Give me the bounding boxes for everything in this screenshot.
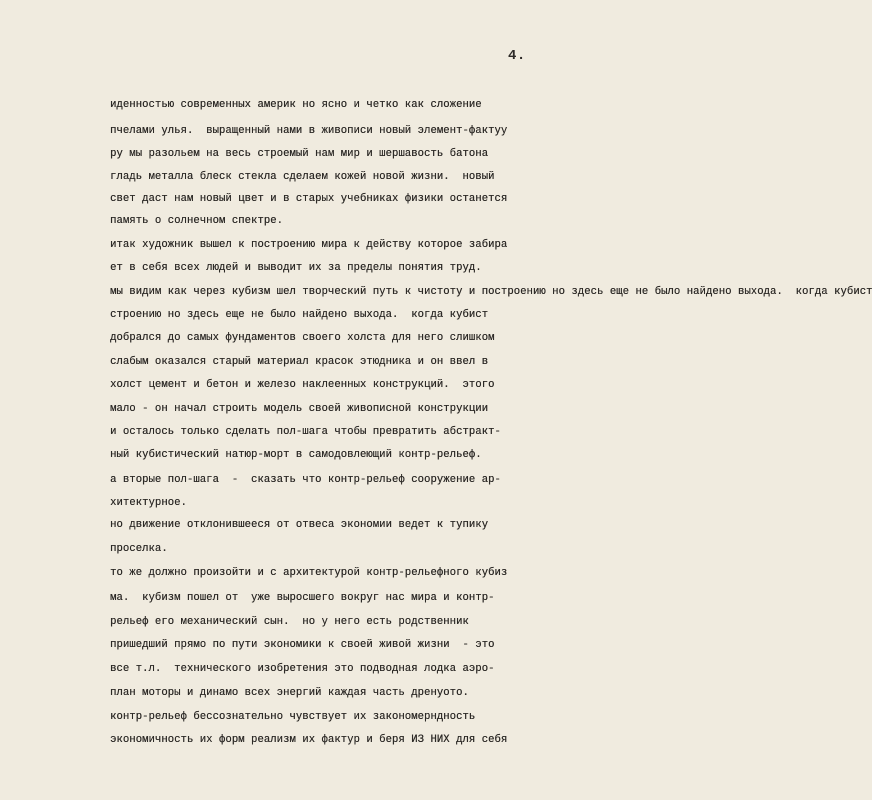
text-line-15: и осталось только сделать пол-шага чтобы превратить абстракт- <box>110 426 501 438</box>
text-line-21: то же должно произойти и с архитектурой контр-рельефного кубиз <box>110 567 508 579</box>
text-line-13: холст цемент и бетон и железо наклеенных конструкций. этого <box>110 379 495 391</box>
text-line-24: пришедший прямо по пути экономики к своей живой жизни - это <box>110 639 495 651</box>
text-line-11: добрался до самых фундаментов своего холста для него слишком <box>110 332 495 344</box>
text-line-23: рельеф его механический сын. но у него есть родственник <box>110 616 469 628</box>
text-line-27: контр-рельеф бессознательно чувствует их закономерндность <box>110 711 476 723</box>
page-number: 4. <box>508 48 526 64</box>
text-line-26: план моторы и динамо всех энергий каждая часть дренуото. <box>110 687 469 699</box>
text-line-9: мы видим как через кубизм шел творческий путь к чистоту и построению но здесь еще не было найдено выхода. когда кубист <box>110 286 872 298</box>
text-line-7: итак художник вышел к построению мира к действу которое забира <box>110 239 508 251</box>
text-line-2: пчелами улья. выращенный нами в живописи новый элемент-фактуу <box>110 125 508 137</box>
text-line-25: все т.л. технического изобретения это подводная лодка аэро- <box>110 663 495 675</box>
text-line-5: свет даст нам новый цвет и в старых учебниках физики останется <box>110 193 508 205</box>
text-line-6: память о солнечном спектре. <box>110 215 283 227</box>
text-line-17: а вторые пол-шага - сказать что контр-рельеф сооружение ар- <box>110 474 501 486</box>
text-line-8: ет в себя всех людей и выводит их за пределы понятия труд. <box>110 262 482 274</box>
text-line-19: но движение отклонившееся от отвеса экономии ведет к тупику <box>110 519 489 531</box>
text-line-20: проселка. <box>110 543 168 555</box>
text-line-4: гладь металла блеск стекла сделаем кожей новой жизни. новый <box>110 171 495 183</box>
text-line-28: экономичность их форм реализм их фактур и беря ИЗ НИХ для себя <box>110 734 508 746</box>
text-line-14: мало - он начал строить модель своей живописной конструкции <box>110 403 489 415</box>
text-line-18: хитектурное. <box>110 497 187 509</box>
text-line-22: ма. кубизм пошел от уже выросшего вокруг нас мира и контр- <box>110 592 495 604</box>
text-line-16: ный кубистический натюр-морт в самодовлеющий контр-рельеф. <box>110 449 482 461</box>
text-line-12: слабым оказался старый материал красок этюдника и он ввел в <box>110 356 489 368</box>
text-line-10: строению но здесь еще не было найдено выхода. когда кубист <box>110 309 489 321</box>
text-line-1: иденностью современных америк но ясно и четко как сложение <box>110 99 482 111</box>
text-line-3: ру мы разольем на весь строемый нам мир и шершавость батона <box>110 148 489 160</box>
